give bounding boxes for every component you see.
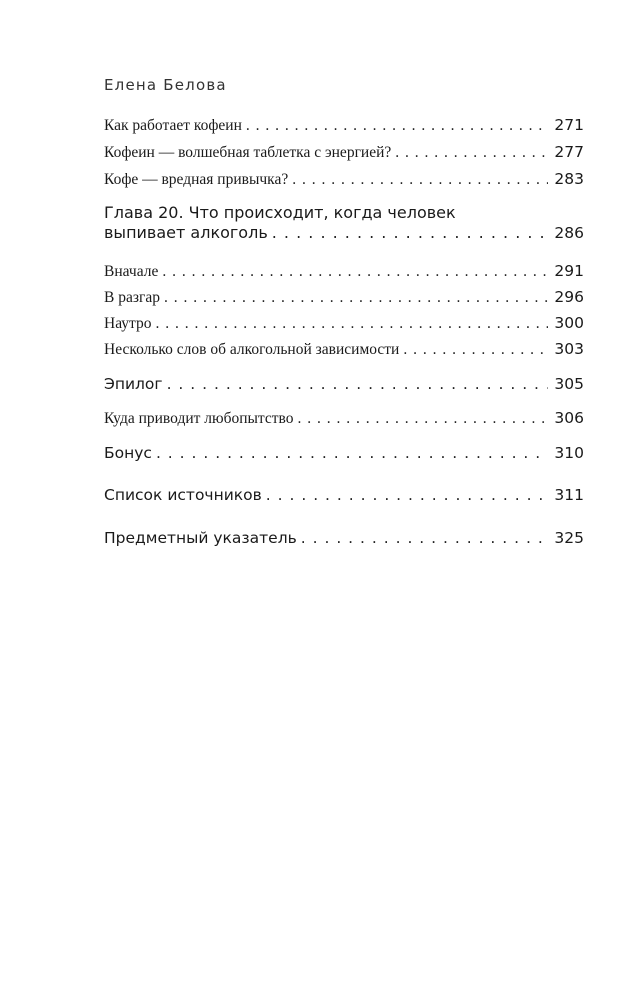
toc-section-entry (104, 444, 584, 462)
toc-entry-page: 277 (554, 143, 584, 161)
toc-entry-page: 311 (554, 486, 584, 504)
dot-leader (395, 144, 548, 162)
toc-entry (104, 288, 584, 307)
dot-leader (272, 223, 549, 242)
toc-entry-page: 303 (554, 340, 584, 358)
toc-entry (104, 170, 584, 189)
toc-entry-title: Вначале (104, 263, 159, 280)
toc-entry-title: Несколько слов об алкогольной зависимости (104, 341, 400, 358)
chapter-heading-line: Глава 20. Что происходит, когда человек (104, 203, 456, 222)
toc-entry (104, 116, 584, 135)
toc-entry-page: 305 (554, 375, 584, 393)
dot-leader (266, 486, 549, 504)
toc-entry-page: 300 (554, 314, 584, 332)
toc-entry-title: Кофе — вредная привычка? (104, 171, 289, 188)
toc-entry-page: 291 (554, 262, 584, 280)
toc-section-entry (104, 529, 584, 547)
toc-entry (104, 409, 584, 428)
toc-entry-title: Эпилог (104, 375, 163, 393)
toc-entry-page: 310 (554, 444, 584, 462)
dot-leader (246, 117, 549, 135)
dot-leader (298, 410, 549, 428)
toc-entry-title: Список источников (104, 486, 262, 504)
toc-chapter-entry (104, 223, 584, 242)
toc-entry-page: 286 (554, 224, 584, 242)
toc-entry-page: 325 (554, 529, 584, 547)
toc-entry (104, 314, 584, 333)
toc-entry-title: Куда приводит любопытство (104, 410, 294, 427)
dot-leader (301, 529, 549, 547)
toc-entry-title: Наутро (104, 315, 152, 332)
dot-leader (292, 171, 548, 189)
toc-entry-title: Как работает кофеин (104, 117, 242, 134)
toc-section-entry (104, 486, 584, 504)
dot-leader (403, 341, 548, 359)
toc-section-entry (104, 375, 584, 393)
dot-leader (156, 315, 549, 333)
toc-entry-title: Предметный указатель (104, 529, 297, 547)
dot-leader (167, 375, 549, 393)
toc-entry (104, 340, 584, 359)
dot-leader (164, 289, 548, 307)
toc-entry-title: Кофеин — волшебная таблетка с энергией? (104, 144, 392, 161)
toc-entry-page: 283 (554, 170, 584, 188)
dot-leader (156, 444, 548, 462)
toc-entry-title: Бонус (104, 444, 152, 462)
running-head: Елена Белова (104, 76, 227, 94)
toc-entry-page: 306 (554, 409, 584, 427)
toc-entry (104, 143, 584, 162)
toc-entry-page: 271 (554, 116, 584, 134)
toc-entry (104, 262, 584, 281)
toc-entry-title: В разгар (104, 289, 160, 306)
toc-entry-page: 296 (554, 288, 584, 306)
toc-entry-title: выпивает алкоголь (104, 223, 268, 242)
dot-leader (162, 263, 548, 281)
